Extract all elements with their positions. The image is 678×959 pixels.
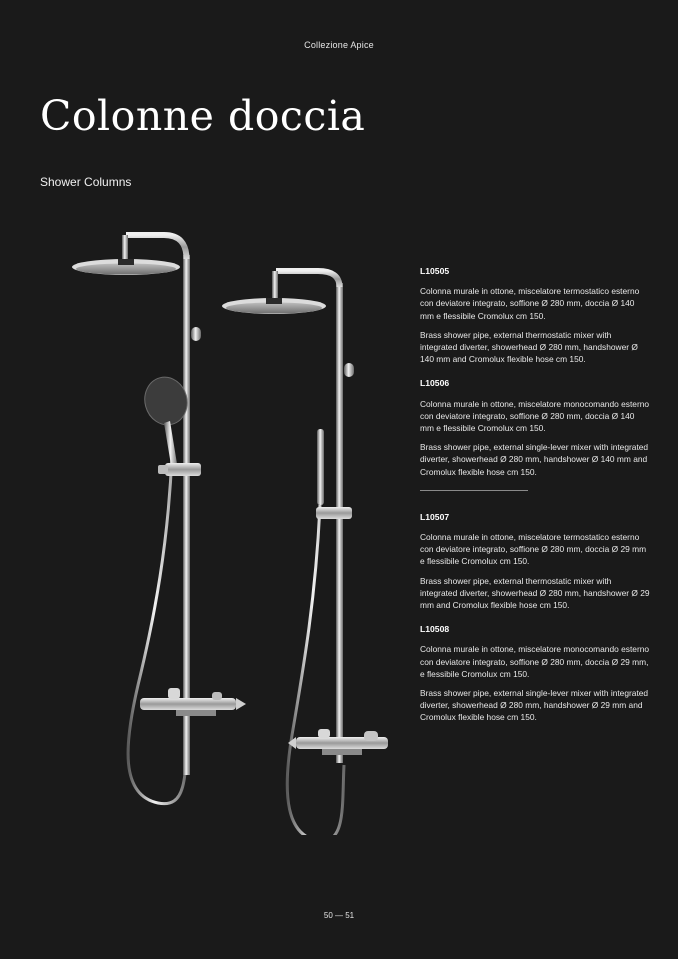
product-specs (420, 265, 650, 736)
description-italian: Colonna murale in ottone, miscelatore monocomando esterno con deviatore integrato, soffione Ø 280 mm, doccia Ø 140 mm e flessibile Cromolux cm 150. (420, 398, 650, 434)
description-english: Brass shower pipe, external thermostatic mixer with integrated diverter, showerhead Ø 280 mm, handshower Ø 140 mm and Cromolux flexible hose cm 150. (420, 329, 638, 365)
description-english: Brass shower pipe, external single-lever mixer with integrated diverter, showerhead Ø 280 mm, handshower Ø 29 mm and Cromolux flexible hose cm 150. (420, 688, 649, 723)
product-L10506 (420, 377, 650, 477)
product-code: L10507 (420, 511, 450, 522)
product-code: L10505 (420, 266, 450, 276)
product-L10507 (420, 511, 650, 611)
description-italian: Colonna murale in ottone, miscelatore monocomando esterno con deviatore integrato, soffione Ø 280 mm, doccia Ø 29 mm, e flessibile Cromolux cm 150. (420, 644, 650, 679)
product-L10508 (420, 623, 650, 723)
page-title: Colonne doccia (40, 92, 366, 140)
section-divider (420, 490, 528, 491)
page-subtitle: Shower Columns (40, 175, 132, 189)
description-italian: Colonna murale in ottone, miscelatore termostatico esterno con deviatore integrato, soffione Ø 280 mm, doccia Ø 29 mm e flessibile Cromolux cm 150. (420, 532, 647, 567)
shower-column-left (72, 235, 246, 804)
shower-columns-illustration (60, 215, 400, 835)
shower-column-right (222, 271, 388, 835)
product-L10505 (420, 265, 650, 365)
page-number: 50 — 51 (323, 911, 355, 920)
product-code: L10508 (420, 624, 450, 635)
collection-header: Collezione Apice (304, 40, 374, 50)
description-italian: Colonna murale in ottone, miscelatore termostatico esterno con deviatore integrato, soffione Ø 280 mm, doccia Ø 140 mm e flessibile Cromolux cm 150. (420, 286, 640, 321)
description-english: Brass shower pipe, external thermostatic mixer with integrated diverter, showerhead Ø 280 mm, handshower Ø 29 mm and Cromolux flexible hose cm 150. (420, 575, 650, 611)
product-code: L10506 (420, 378, 450, 389)
description-english: Brass shower pipe, external single-lever mixer with integrated diverter, showerhead Ø 280 mm, handshower Ø 140 mm and Cromolux flexible hose cm 150. (420, 442, 649, 477)
